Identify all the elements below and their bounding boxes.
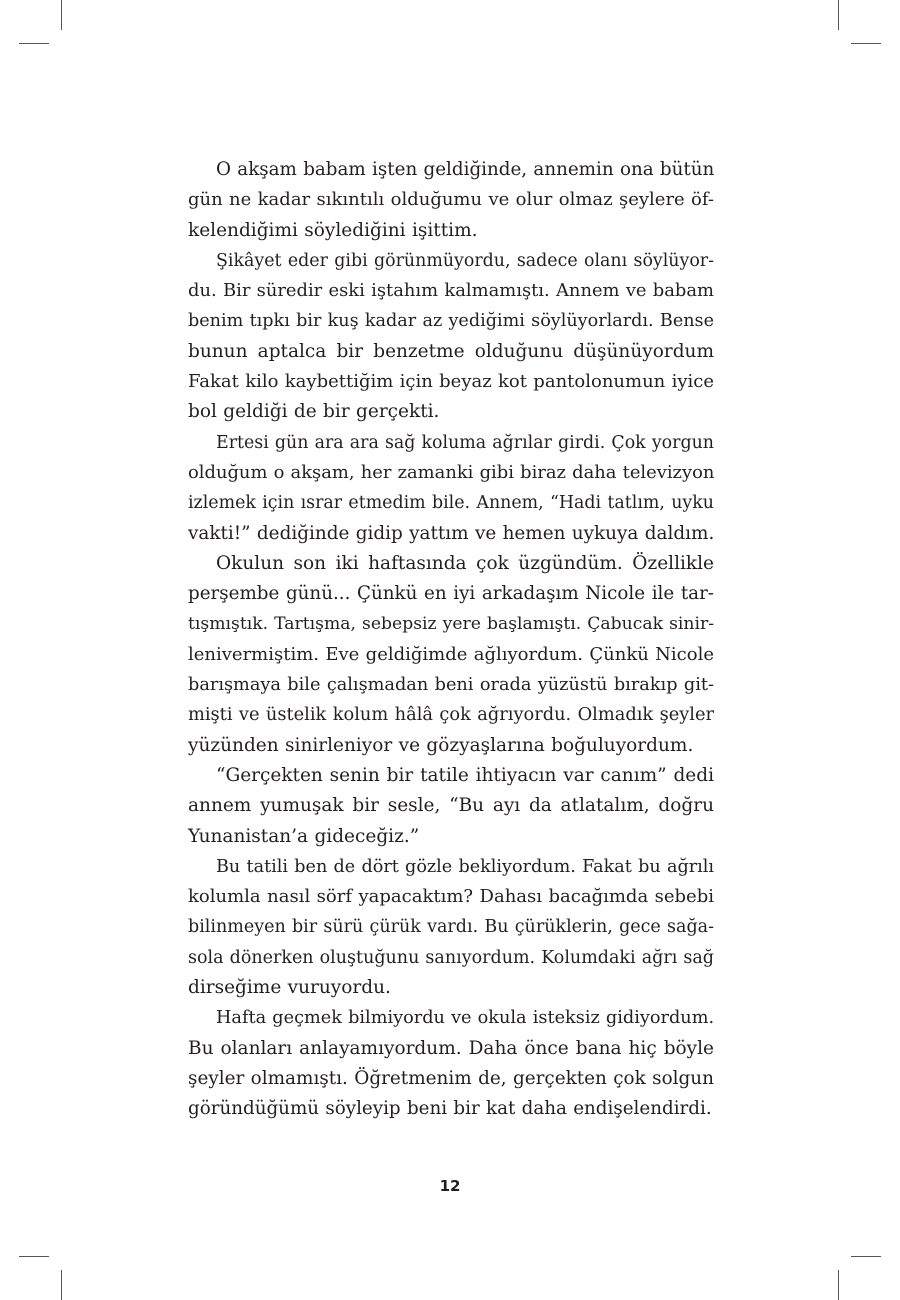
paragraph-4 (188, 549, 714, 761)
text-line: benim tıpkı bir kuş kadar az yediğimi söylüyorlardı. Bense (188, 311, 714, 332)
text-line: sola dönerken oluştuğunu sanıyordum. Kolumdaki ağrı sağ (188, 947, 714, 968)
text-line: Ertesi gün ara ara sağ koluma ağrılar girdi. Çok yorgun (216, 432, 714, 453)
crop-mark-top-left-horizontal (19, 43, 49, 44)
text-line: yüzünden sinirleniyor ve gözyaşlarına boğuluyordum. (188, 734, 694, 756)
text-line: Bu olanları anlayamıyordum. Daha önce bana hiç böyle (188, 1037, 714, 1059)
crop-mark-bottom-left-horizontal (19, 1256, 49, 1257)
text-line: olduğum o akşam, her zamanki gibi biraz daha televizyon (188, 461, 715, 483)
text-line: vakti!” dediğinde gidip yattım ve hemen uykuya daldım. (188, 522, 715, 544)
text-line: du. Bir süredir eski iştahım kalmamıştı. Annem ve babam (188, 280, 714, 302)
paragraph-7 (188, 1003, 714, 1124)
text-line: “Gerçekten senin bir tatile ihtiyacın var canım” dedi (216, 764, 714, 786)
text-line: kelendiğimi söylediğini işittim. (188, 219, 478, 241)
text-line: bilinmeyen bir sürü çürük vardı. Bu çürüklerin, gece sağa- (188, 917, 714, 938)
crop-mark-top-right-vertical (838, 0, 839, 30)
text-line: dirseğime vuruyordu. (188, 977, 391, 999)
text-line: perşembe günü... Çünkü en iyi arkadaşım Nicole ile tar- (188, 583, 714, 605)
paragraph-6 (188, 852, 714, 1003)
text-line: annem yumuşak bir sesle, “Bu ayı da atlatalım, doğru (188, 795, 714, 817)
crop-mark-bottom-left-vertical (61, 1270, 62, 1300)
text-line: O akşam babam işten geldiğinde, annemin ona bütün (216, 159, 715, 180)
text-line: mişti ve üstelik kolum hâlâ çok ağrıyordu. Olmadık şeyler (188, 704, 714, 726)
text-line: tışmıştık. Tartışma, sebepsiz yere başlamıştı. Çabucak sinir- (188, 614, 714, 635)
text-line: Yunanistan’a gideceğiz.” (188, 825, 420, 847)
paragraph-1 (188, 155, 714, 246)
text-line: bunun aptalca bir benzetme olduğunu düşünüyordum (188, 340, 714, 362)
paragraph-2 (188, 246, 714, 428)
text-line: bol geldiği de bir gerçekti. (188, 401, 440, 423)
text-line: şeyler olmamıştı. Öğretmenim de, gerçekten çok solgun (188, 1067, 714, 1089)
text-line: lenivermiştim. Eve geldiğimde ağlıyordum. Çünkü Nicole (188, 643, 714, 665)
crop-mark-bottom-right-horizontal (851, 1256, 881, 1257)
paragraph-5 (188, 761, 714, 852)
page-number: 12 (439, 1177, 461, 1195)
crop-mark-bottom-right-vertical (838, 1270, 839, 1300)
text-line: Fakat kilo kaybettiğim için beyaz kot pantolonumun iyice (188, 371, 714, 393)
text-line: göründüğümü söyleyip beni bir kat daha endişelendirdi. (188, 1098, 712, 1120)
text-line: izlemek için ısrar etmedim bile. Annem, “Hadi tatlım, uyku (188, 493, 714, 514)
crop-mark-top-right-horizontal (851, 43, 881, 44)
paragraph-3 (188, 428, 714, 549)
text-line: gün ne kadar sıkıntılı olduğumu ve olur olmaz şeylere öf- (188, 189, 714, 211)
text-line: Okulun son iki haftasında çok üzgündüm. Özellikle (216, 552, 714, 574)
text-line: Hafta geçmek bilmiyordu ve okula isteksiz gidiyordum. (216, 1008, 715, 1029)
body-text (188, 155, 714, 1125)
text-line: Şikâyet eder gibi görünmüyordu, sadece olanı söylüyor- (216, 250, 714, 271)
text-line: Bu tatili ben de dört gözle bekliyordum. Fakat bu ağrılı (216, 856, 714, 877)
text-line: barışmaya bile çalışmadan beni orada yüzüstü bırakıp git- (188, 675, 714, 696)
crop-mark-top-left-vertical (61, 0, 62, 30)
text-line: kolumla nasıl sörf yapacaktım? Dahası bacağımda sebebi (188, 886, 714, 908)
